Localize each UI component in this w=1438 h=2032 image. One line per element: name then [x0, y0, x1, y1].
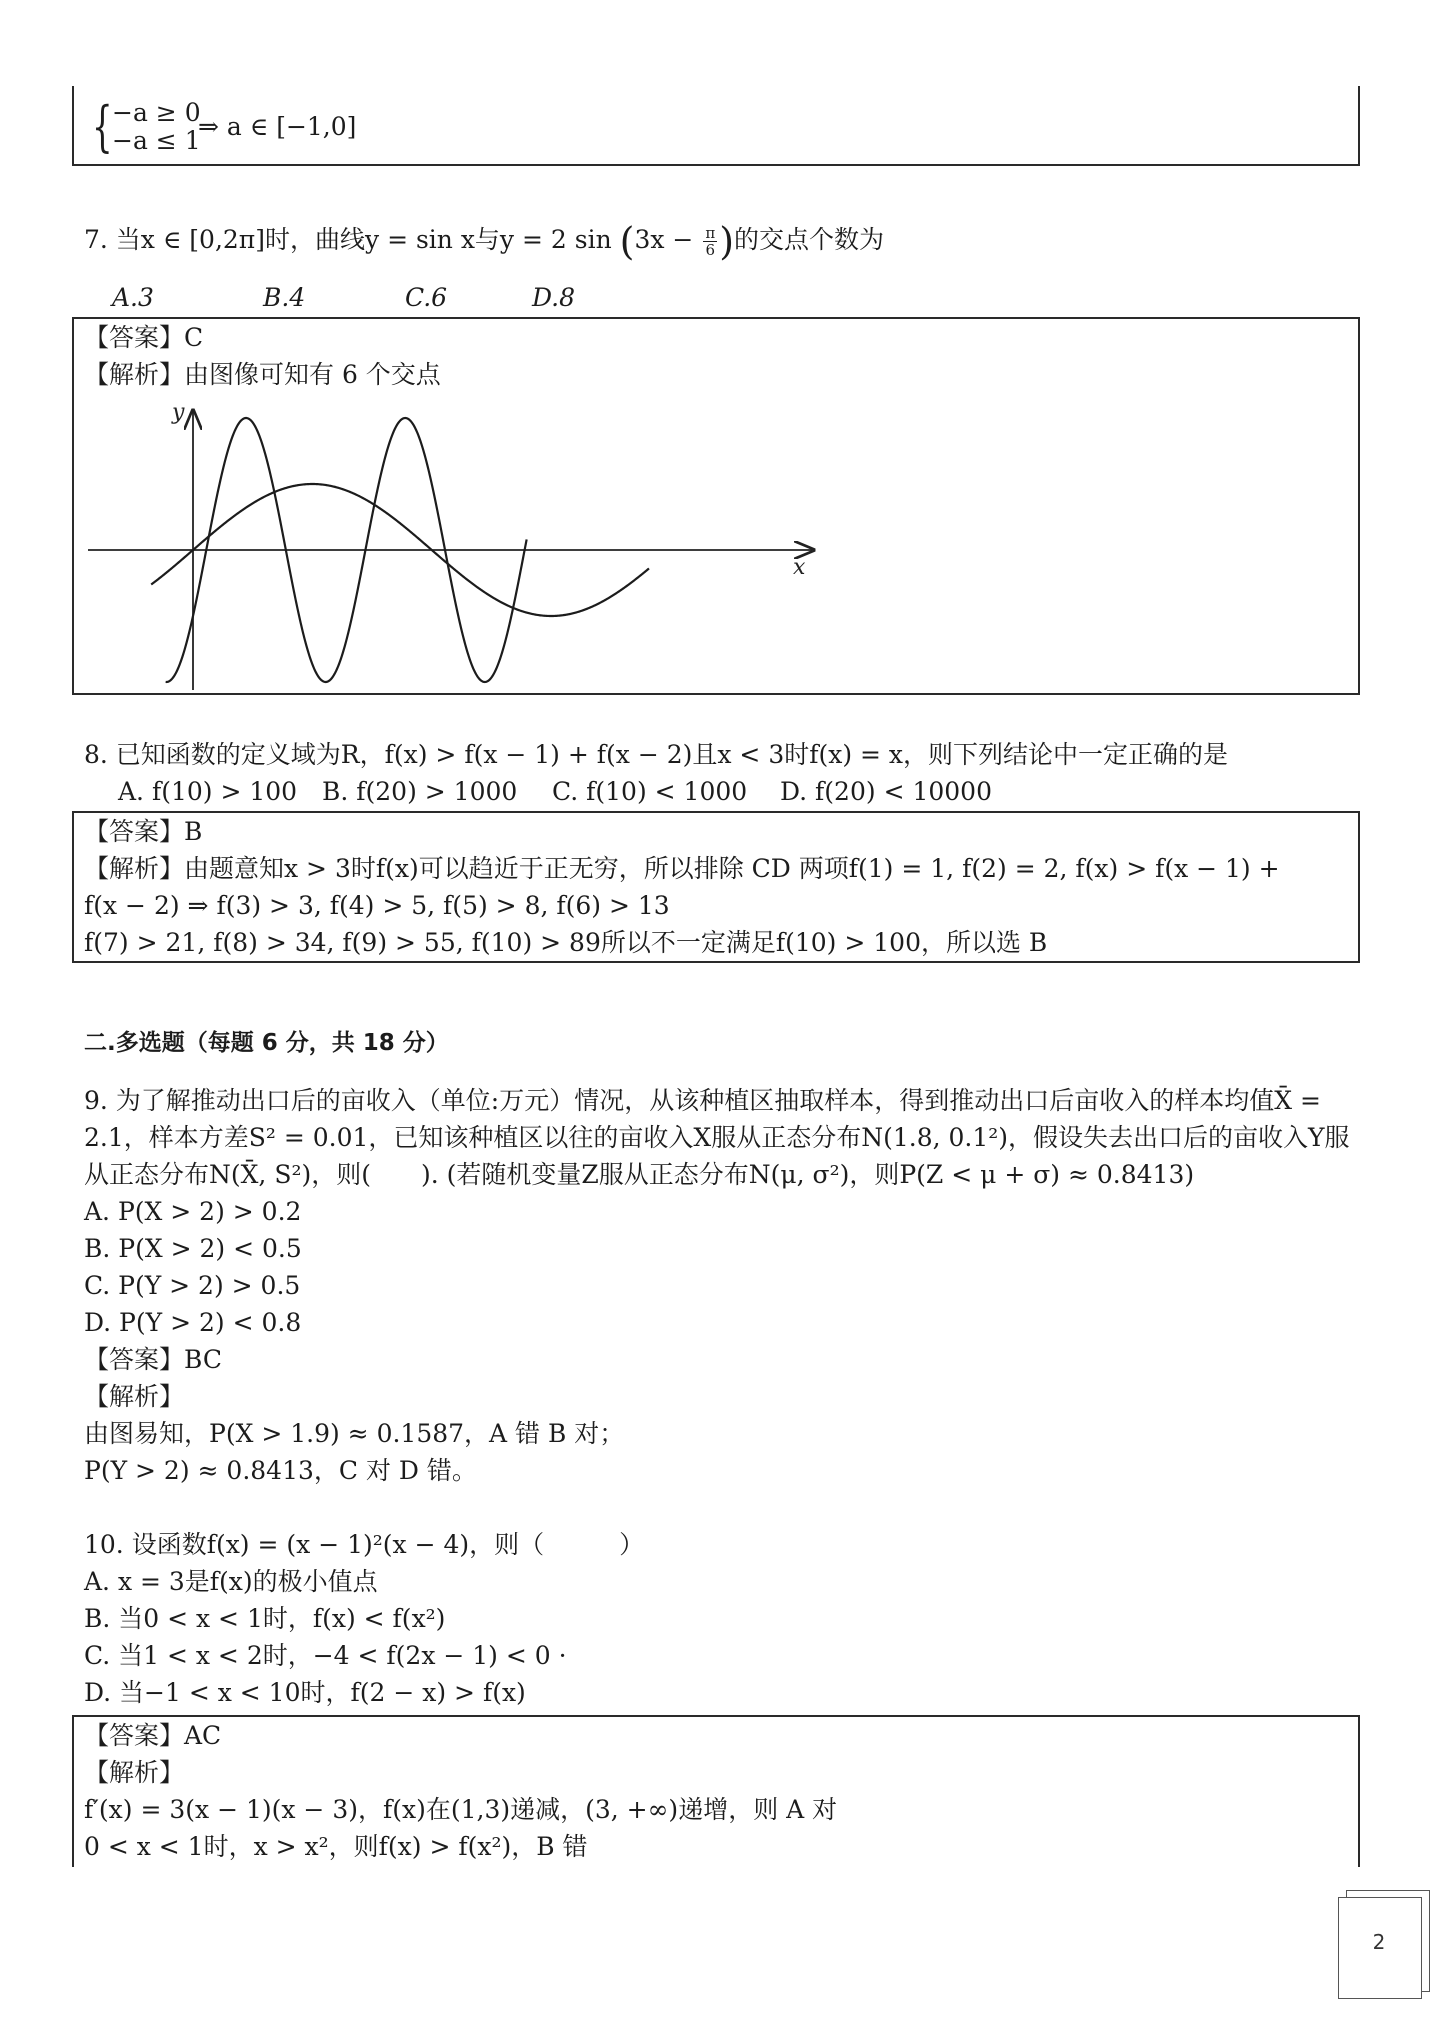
q7-stem	[84, 219, 885, 264]
q9-stem-line-1: 9. 为了解推动出口后的亩收入（单位:万元）情况，从该种植区抽取样本，得到推动出口后亩收入的样本均值X̄ =	[84, 1086, 1321, 1115]
system-line-2: −a ≤ 1	[112, 126, 201, 155]
q7-frac-den: 6	[705, 241, 716, 259]
q7-stem-after: 的交点个数为	[734, 225, 885, 254]
q8-analysis-line-1: 【解析】由题意知x > 3时f(x)可以趋近于正无穷，所以排除 CD 两项f(1) = 1, f(2) = 2, f(x) > f(x − 1) +	[84, 854, 1280, 883]
q8-stem: 8. 已知函数的定义域为R，f(x) > f(x − 1) + f(x − 2)且x < 3时f(x) = x，则下列结论中一定正确的是	[84, 740, 1229, 769]
system-line-1: −a ≥ 0	[112, 98, 201, 127]
q10-analysis-line-2: 0 < x < 1时，x > x²，则f(x) > f(x²)，B 错	[84, 1832, 588, 1861]
q7-option-d: D.8	[532, 283, 576, 312]
page-number: 2	[1372, 1930, 1386, 1954]
q9-analysis-line-2: P(Y > 2) ≈ 0.8413，C 对 D 错。	[84, 1456, 477, 1485]
q10-option-b: B. 当0 < x < 1时，f(x) < f(x²)	[84, 1604, 446, 1633]
q9-option-c: C. P(Y > 2) > 0.5	[84, 1271, 301, 1300]
system-brace: {	[92, 95, 113, 158]
q9-option-b: B. P(X > 2) < 0.5	[84, 1234, 302, 1263]
section-heading: 二.多选题（每题 6 分，共 18 分）	[84, 1030, 449, 1056]
q9-stem-line-2: 2.1，样本方差S² = 0.01，已知该种植区以往的亩收入X服从正态分布N(1.8, 0.1²)，假设失去出口后的亩收入Y服	[84, 1123, 1350, 1152]
q9-stem-line-3: 从正态分布N(X̄, S²)，则( ). (若随机变量Z服从正态分布N(μ, σ²)，则P(Z < μ + σ) ≈ 0.8413)	[84, 1160, 1195, 1189]
q7-arg: 3x −	[634, 225, 694, 254]
q7-answer: 【答案】C	[84, 323, 204, 352]
q8-option-c: C. f(10) < 1000	[552, 777, 748, 806]
y-axis-label: y	[172, 400, 185, 425]
q7-stem-before: 7. 当x ∈ [0,2π]时，曲线y = sin x与y = 2 sin	[84, 225, 612, 254]
q8-option-b: B. f(20) > 1000	[322, 777, 518, 806]
q7-paren-open: (	[619, 219, 635, 264]
q8-option-d: D. f(20) < 10000	[780, 777, 992, 806]
q7-analysis: 【解析】由图像可知有 6 个交点	[84, 360, 441, 389]
system-result: ⇒ a ∈ [−1,0]	[198, 112, 357, 141]
q9-analysis-title: 【解析】	[84, 1382, 185, 1411]
q10-analysis-title: 【解析】	[84, 1758, 185, 1787]
q8-option-a: A. f(10) > 100	[118, 777, 298, 806]
q7-option-b: B.4	[263, 283, 306, 312]
q9-answer: 【答案】BC	[84, 1345, 222, 1374]
q10-option-c: C. 当1 < x < 2时，−4 < f(2x − 1) < 0 ·	[84, 1641, 567, 1670]
q10-analysis-line-1: f′(x) = 3(x − 1)(x − 3)，f(x)在(1,3)递减，(3, +∞)递增，则 A 对	[84, 1795, 838, 1824]
q10-answer: 【答案】AC	[84, 1721, 222, 1750]
q7-option-c: C.6	[405, 283, 448, 312]
q8-answer: 【答案】B	[84, 817, 203, 846]
q7-fraction	[703, 225, 717, 258]
q7-frac-num: π	[705, 224, 716, 242]
q7-option-a: A.3	[112, 283, 154, 312]
q8-analysis-line-2: f(x − 2) ⇒ f(3) > 3, f(4) > 5, f(5) > 8, f(6) > 13	[84, 891, 670, 920]
x-axis-label: x	[793, 555, 806, 580]
q7-paren-close: )	[719, 219, 735, 264]
q8-analysis-line-3: f(7) > 21, f(8) > 34, f(9) > 55, f(10) > 89所以不一定满足f(10) > 100，所以选 B	[84, 928, 1048, 957]
q9-option-d: D. P(Y > 2) < 0.8	[84, 1308, 302, 1337]
q9-option-a: A. P(X > 2) > 0.2	[84, 1197, 302, 1226]
q10-stem: 10. 设函数f(x) = (x − 1)²(x − 4)，则（ ）	[84, 1530, 645, 1559]
q9-analysis-line-1: 由图易知，P(X > 1.9) ≈ 0.1587，A 错 B 对；	[84, 1419, 625, 1448]
q10-option-a: A. x = 3是f(x)的极小值点	[84, 1567, 378, 1596]
q7-graph	[80, 395, 840, 695]
q10-option-d: D. 当−1 < x < 10时，f(2 − x) > f(x)	[84, 1678, 526, 1707]
